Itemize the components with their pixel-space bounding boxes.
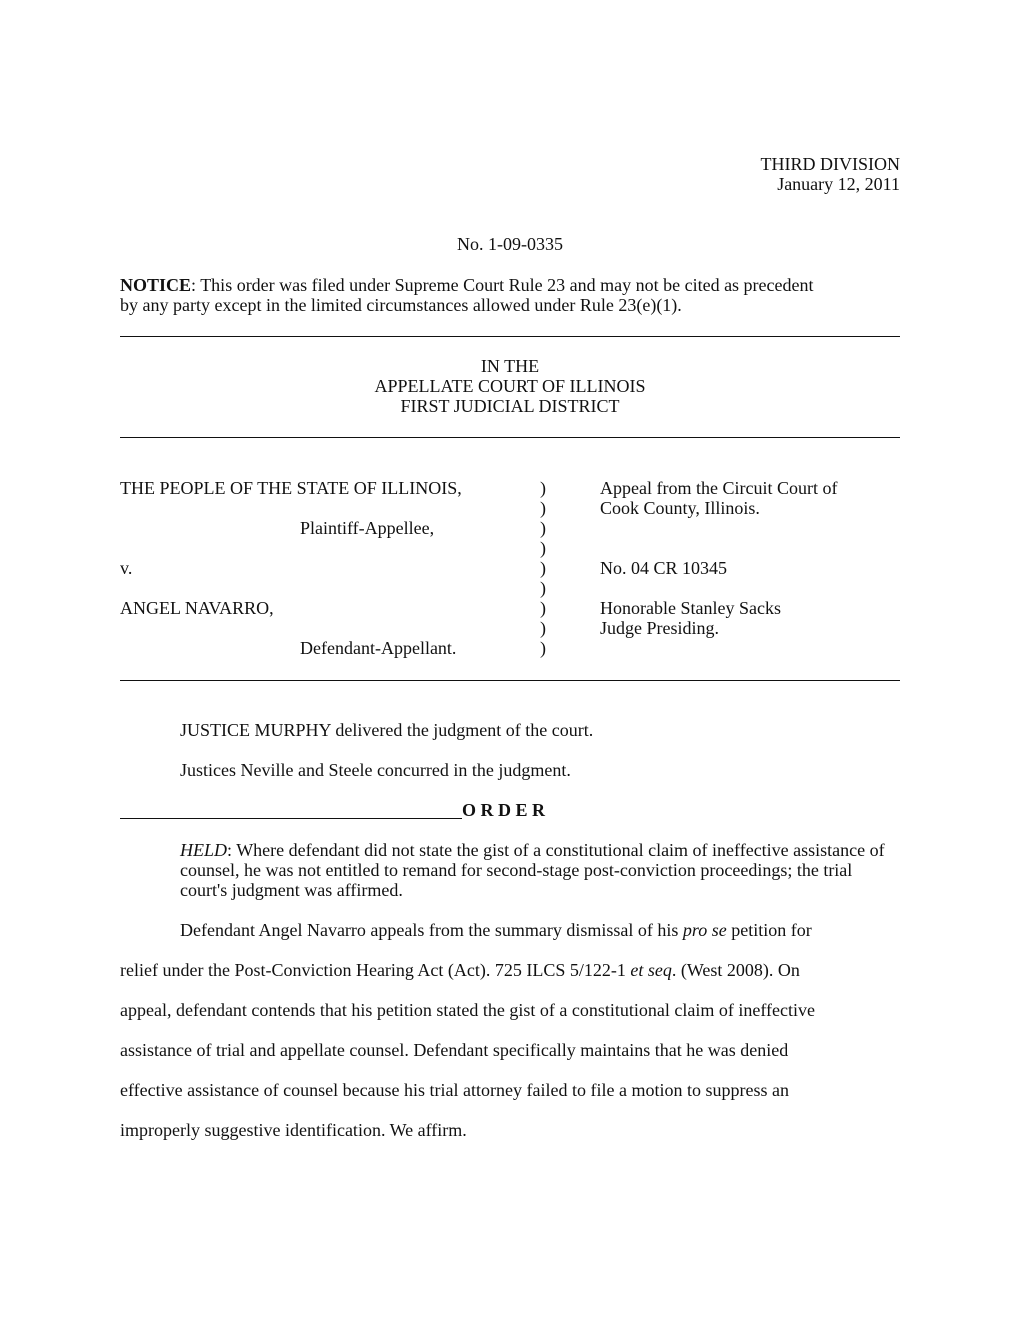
caption-paren: ) bbox=[540, 518, 546, 538]
body-italic: pro se bbox=[682, 920, 727, 940]
lower-court-case-number: No. 04 CR 10345 bbox=[600, 558, 728, 578]
plaintiff-name: THE PEOPLE OF THE STATE OF ILLINOIS, bbox=[120, 478, 462, 498]
judgment-delivered: JUSTICE MURPHY delivered the judgment of the court. bbox=[180, 720, 594, 740]
divider-rule bbox=[120, 680, 900, 681]
judgment-concurred: Justices Neville and Steele concurred in the judgment. bbox=[180, 760, 571, 780]
caption-paren: ) bbox=[540, 498, 546, 518]
judge-title: Judge Presiding. bbox=[600, 618, 719, 638]
caption-paren: ) bbox=[540, 538, 546, 558]
plaintiff-role: Plaintiff-Appellee, bbox=[300, 518, 435, 538]
notice-label: NOTICE bbox=[120, 275, 192, 295]
case-number: No. 1-09-0335 bbox=[457, 234, 563, 254]
divider-rule bbox=[120, 437, 900, 438]
body-text: . (West 2008). On bbox=[671, 960, 800, 980]
defendant-role: Defendant-Appellant. bbox=[300, 638, 457, 658]
notice-text: : This order was filed under Supreme Court Rule 23 and may not be cited as precedent bbox=[191, 275, 814, 295]
filing-date: January 12, 2011 bbox=[777, 174, 900, 194]
judge-name: Honorable Stanley Sacks bbox=[600, 598, 781, 618]
body-text: petition for bbox=[726, 920, 812, 940]
body-line-6: improperly suggestive identification. We affirm. bbox=[120, 1120, 467, 1140]
caption-paren: ) bbox=[540, 478, 546, 498]
defendant-name: ANGEL NAVARRO, bbox=[120, 598, 274, 618]
notice-line-2: by any party except in the limited circumstances allowed under Rule 23(e)(1). bbox=[120, 295, 682, 315]
versus: v. bbox=[120, 558, 133, 578]
held-label: HELD bbox=[180, 840, 228, 860]
body-text: Defendant Angel Navarro appeals from the summary dismissal of his bbox=[180, 920, 683, 940]
body-line-4: assistance of trial and appellate counsel. Defendant specifically maintains that he was denied bbox=[120, 1040, 789, 1060]
body-text: relief under the Post-Conviction Hearing Act (Act). 725 ILCS 5/122-1 bbox=[120, 960, 631, 980]
caption-paren: ) bbox=[540, 618, 546, 638]
notice-line-1 bbox=[120, 275, 814, 295]
order-heading: O R D E R bbox=[462, 800, 546, 820]
caption-paren: ) bbox=[540, 578, 546, 598]
held-text: : Where defendant did not state the gist of a constitutional claim of ineffective assistance of counsel, he was not entitled to remand for second-stage post-conviction proceedings; the trial court's judgment was affirmed. bbox=[180, 840, 885, 900]
divider-rule bbox=[120, 336, 900, 337]
held-summary bbox=[180, 840, 900, 900]
body-line-5: effective assistance of counsel because his trial attorney failed to file a motion to suppress an bbox=[120, 1080, 789, 1100]
caption-paren: ) bbox=[540, 638, 546, 658]
body-line-3: appeal, defendant contends that his petition stated the gist of a constitutional claim of ineffective bbox=[120, 1000, 815, 1020]
caption-paren: ) bbox=[540, 558, 546, 578]
division-label: THIRD DIVISION bbox=[760, 154, 900, 174]
court-name: APPELLATE COURT OF ILLINOIS bbox=[374, 376, 646, 396]
appeal-source-line-2: Cook County, Illinois. bbox=[600, 498, 760, 518]
order-underline bbox=[120, 818, 462, 819]
court-heading-line-1: IN THE bbox=[480, 356, 540, 376]
body-italic: et seq bbox=[630, 960, 672, 980]
body-line-2 bbox=[120, 960, 900, 980]
appeal-source-line-1: Appeal from the Circuit Court of bbox=[600, 478, 838, 498]
court-district: FIRST JUDICIAL DISTRICT bbox=[400, 396, 620, 416]
body-line-1 bbox=[120, 920, 900, 940]
caption-paren: ) bbox=[540, 598, 546, 618]
